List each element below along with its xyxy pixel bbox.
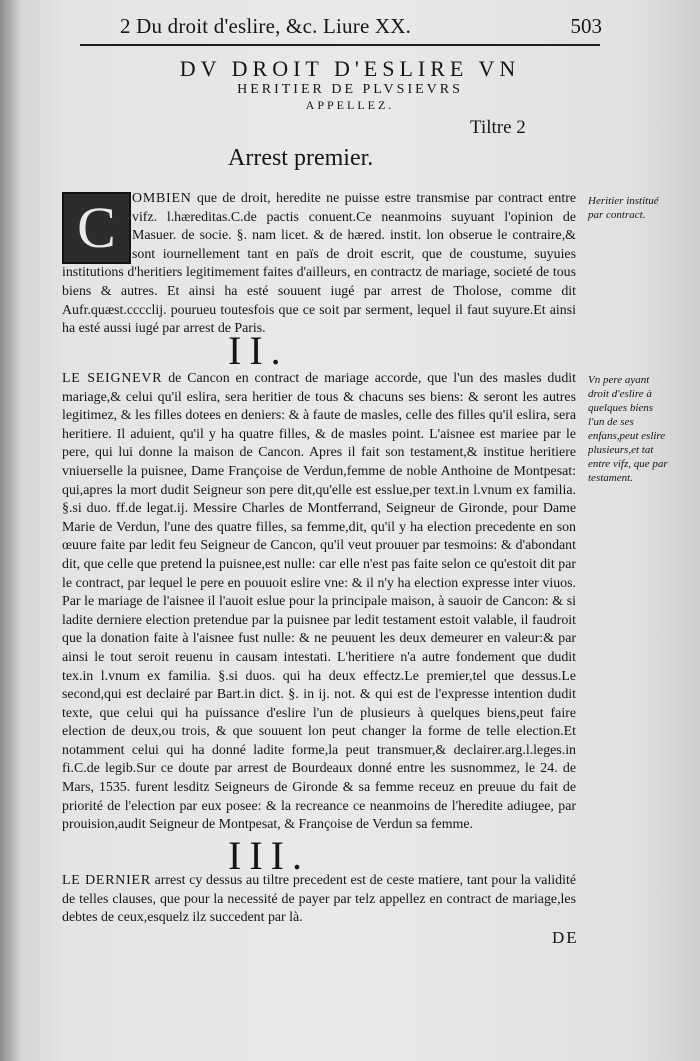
paragraph-3-lead: LE DERNIER <box>62 873 151 888</box>
section-numeral-2: II. <box>228 328 289 373</box>
paragraph-2-body: de Cancon en contract de mariage accorde, que l'un des masles dudit mariage,& celui qu'il eslira, sera heritier de tous & chacuns ses biens: & seront les autres legitimez, & les filles dotees en deniers: & à faute de masles, celle des filles qu'il eslira, sera heritiere. Il aduient, qu'il y ha quatre filles, & de masles point. L'aisnee est mariee par le pere, qui lui donne la maison de Cancon. Apres il fait son testament,& institue heritiere vniuerselle la puisnee, Dame Françoise de Verdun,femme de noble Anthoine de Montpesat: qui,apres la mort dudit Seigneur son pere dit,qu'elle est esslue,per text.in l.vnum ex familia. §.si duo. ff.de legat.ij. Messire Charles de Montferrand, Seigneur de Gironde, pour Dame Marie de Verdun, l'une des quatre filles, sa femme,dit, qu'il y ha election precedente en son œuure faite par ledit feu Seigneur de Cancon, qu'il veut prouuer par tesmoins: & d'abondant dit, que celle que pretend la puisnee,est nulle: car elle n'est pas faite selon ce qu'estoit dit par le contract, par lequel le pere en pouuoit eslire vne: & il n'y ha election expresse inter viuos. Par le mariage de l'aisnee il l'auoit eslue pour la principale maison, à sauoir de Cancon: & si ladite derniere election pretendue par la puisnee par ledit testament estoit valable, il faudroit que la donation faite à l'aisnee fust nulle: & ne peuuent les deux demeurer en valeur:& par ainsi le tout seroit reuenu in causam intestati. L'heritiere n'a autre fondement que dudit tex.in l.vnum ex familia. §.si duos. qui ha deux effectz.Le premier,tel que dessus.Le second,qui est declairé par Bart.in dict. §. in ij. not. & qui est de l'expresse intention dudit texte, que celui qui ha puissance d'eslire l'un de plusieurs à quelques biens,peut faire election de deux,ou trois, & que souuent lon peut changer la forme de telle election.Et notamment celui qui ha donné ladite forme,la peut transmuer,& declairer.arg.l.leges.in fi.C.de legib.Sur ce doute par arrest de Bourdeaux donné entre les susnommez, le 24. de Mars, 1535. furent lesditz Seigneurs de Gironde & sa femme receuz en preuue du fait de priorité de l'election par eux posee: & la recreance ce neanmoins de l'heredite adiugee, par prouision,audit Seigneur de Montpesat, & Françoise de Verdun sa femme. <box>62 371 576 833</box>
header-rule <box>80 44 600 46</box>
title-number: Tiltre 2 <box>470 117 526 138</box>
decorated-initial: C <box>62 192 131 264</box>
paragraph-2-lead: LE SEIGNEVR <box>62 371 163 386</box>
catchword: DE <box>552 928 579 947</box>
paragraph-3-body: arrest cy dessus au tiltre precedent est de ceste matiere, tant pour la validité de telles clauses, que pour la necessité de payer par telz appellez en contract de mariage,les debtes de ceux,esquelz ilz succedent par là. <box>62 873 576 926</box>
chapter-title: DV DROIT D'ESLIRE VN <box>179 56 521 81</box>
page-number: 503 <box>570 14 602 38</box>
paragraph-1-lead: OMBIEN <box>132 191 192 206</box>
paragraph-3 <box>62 872 576 928</box>
dropcap-space <box>62 190 132 260</box>
running-head: 2 Du droit d'eslire, &c. Liure XX. <box>120 14 412 38</box>
margin-note-1: Heritier institué par contract. <box>588 195 659 221</box>
paragraph-1-body: que de droit, heredite ne puisse estre transmise par contract entre vifz. l.hæreditas.C.de pactis conuent.Ce neanmoins suyuant l'opinion de Masuer. de socie. §. nam licet. & de hæred. instit. lon obserue le contraire,& sont iournellement tant en païs de droit escrit, que de coustume, suyuies institutions d'heritiers legitimement faites d'ailleurs, en contractz de mariage, societé de tous biens & autres. Et ainsi ha esté souuent iugé par arrest de Tholose, comme dit Aufr.quæst.cccclij. pourueu toutesfois que ce soit par serment, lequel il faut suyure.Et ainsi ha esté aussi iugé par arrest de Paris. <box>62 191 576 337</box>
section-numeral-3: III. <box>228 833 310 878</box>
arrest-heading: Arrest premier. <box>228 145 374 171</box>
chapter-subtitle-2: APPELLEZ. <box>305 98 395 112</box>
paragraph-2 <box>62 370 576 835</box>
paragraph-1 <box>62 190 576 339</box>
margin-note-2: Vn pere ayant droit d'eslire à quelques biens l'un de ses enfans,peut eslire plusieurs,et tat entre vifz, que par testament. <box>588 374 668 484</box>
chapter-subtitle: HERITIER DE PLVSIEVRS <box>237 82 463 97</box>
